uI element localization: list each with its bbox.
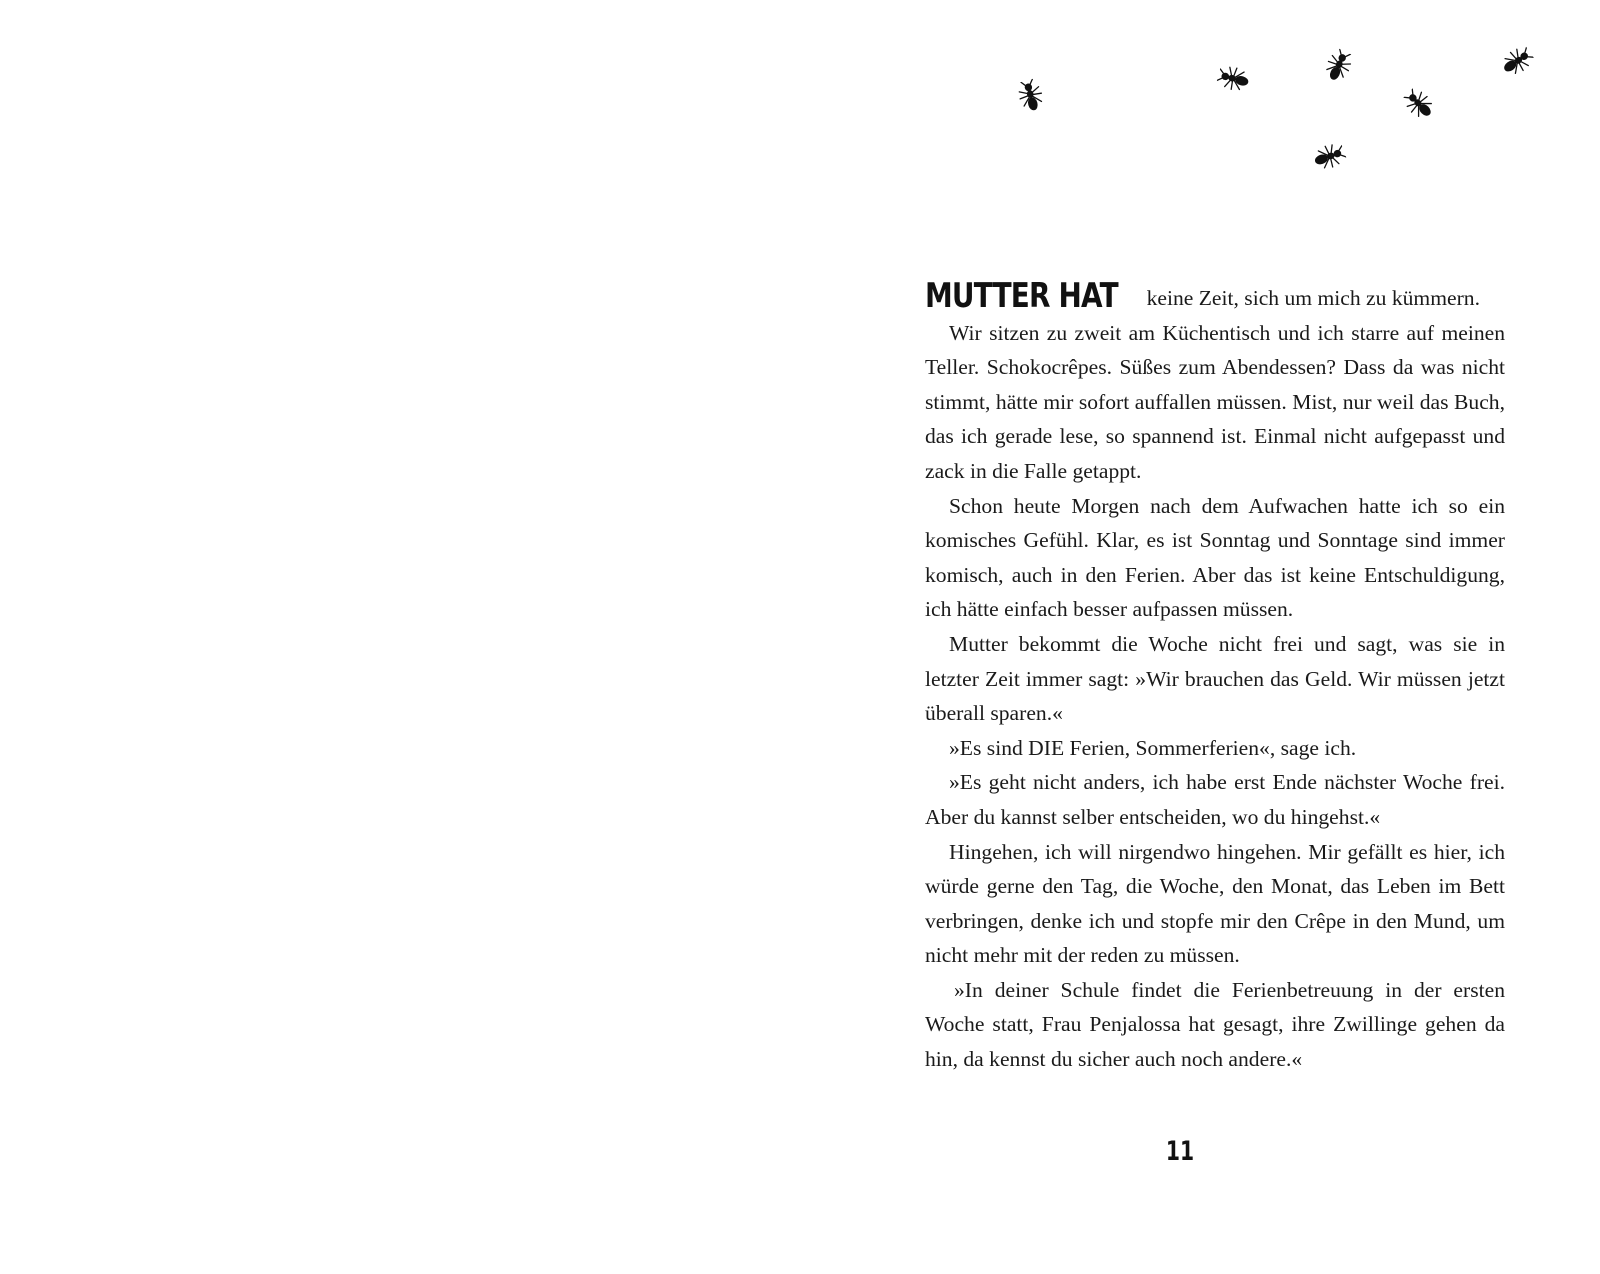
paragraph: »Es sind DIE Ferien, Sommerferien«, sage ich.	[949, 735, 1357, 760]
ant-icon	[1315, 44, 1360, 89]
ant-icon	[1492, 38, 1539, 85]
paragraph-opening	[925, 276, 1505, 316]
body-text	[925, 276, 1505, 1077]
paragraph: Schon heute Morgen nach dem Aufwachen hatte ich so ein komisches Gefühl. Klar, es ist Sonntag und Sonntage sind immer komisch, auch in den Ferien. Aber das ist keine Entschuldigung, ich hätte einfach besser aufpassen müssen.	[925, 493, 1505, 622]
opening-text: keine Zeit, sich um mich zu kümmern.	[1141, 286, 1480, 310]
paragraph: »In deiner Schule findet die Ferienbetreuung in der ersten Woche statt, Frau Penjalossa hat gesagt, ihre Zwillinge gehen da hin, da kennst du sicher auch noch andere.«	[925, 977, 1505, 1072]
ant-icon	[1214, 58, 1256, 100]
ant-icon	[1306, 135, 1350, 179]
paragraph: Hingehen, ich will nirgendwo hingehen. Mir gefällt es hier, ich würde gerne den Tag, die Woche, den Monat, das Leben im Bett verbringen, denke ich und stopfe mir den Crêpe in den Mund, um nicht mehr mit der reden zu müssen.	[925, 839, 1505, 968]
lead-in-caps: MUTTER HAT	[925, 276, 1118, 316]
paragraph: Wir sitzen zu zweit am Küchentisch und ich starre auf meinen Teller. Schokocrêpes. Süßes zum Abendessen? Dass da was nicht stimmt, hätte mir sofort auffallen müssen. Mist, nur weil das Buch, das ich gerade lese, so spannend ist. Einmal nicht aufgepasst und zack in die Falle getappt.	[925, 320, 1505, 483]
page-number: 11	[1165, 1136, 1195, 1167]
ant-icon	[1396, 81, 1444, 129]
paragraph: »Es geht nicht anders, ich habe erst Ende nächster Woche frei. Aber du kannst selber entscheiden, wo du hingehst.«	[925, 770, 1505, 829]
paragraph: Mutter bekommt die Woche nicht frei und sagt, was sie in letzter Zeit immer sagt: »Wir brauchen das Geld. Wir müssen jetzt überall sparen.«	[925, 631, 1505, 726]
ant-icon	[1010, 76, 1052, 118]
right-page	[800, 0, 1600, 1274]
